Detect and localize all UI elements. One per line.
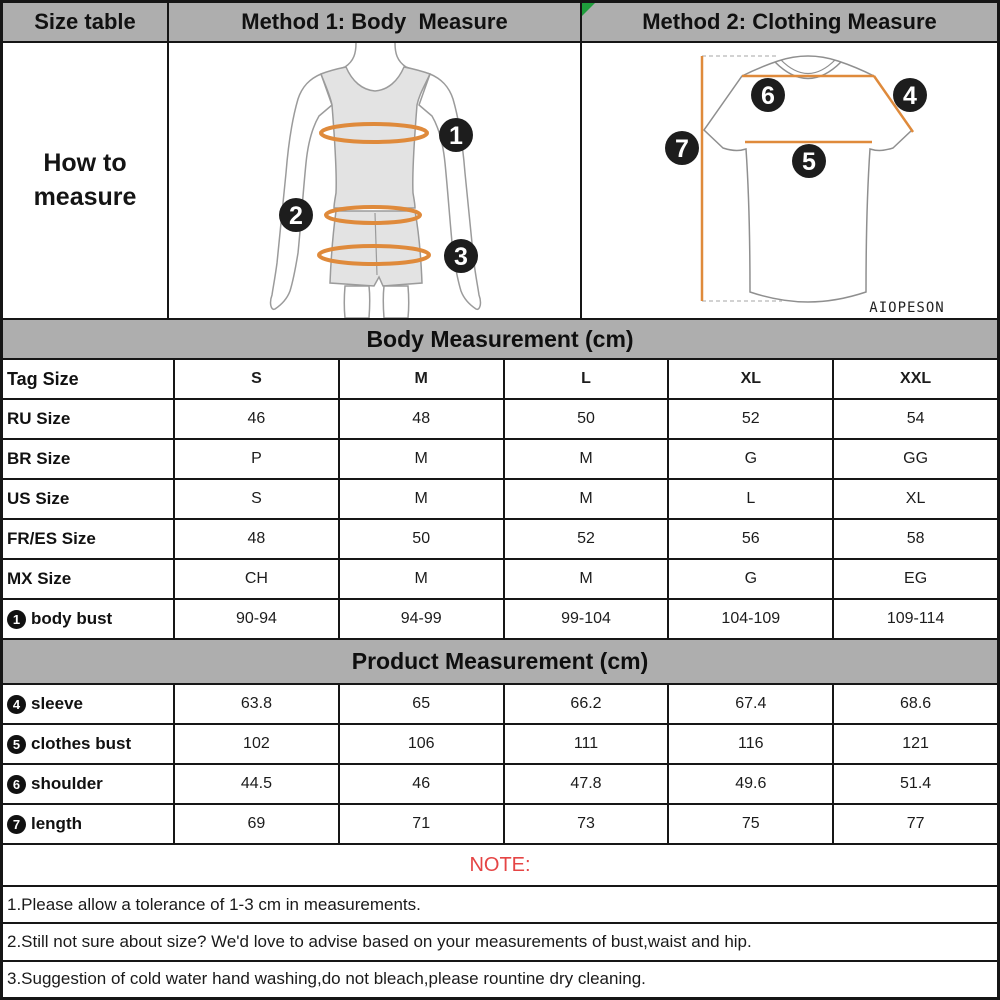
circled-number-icon: 4	[7, 695, 26, 714]
cell-value: GG	[903, 450, 929, 467]
cell-value: 46	[340, 765, 505, 803]
table-row-sleeve	[3, 685, 997, 725]
cell-value: 48	[175, 520, 340, 558]
size-col-xxl: XXL	[900, 370, 932, 387]
tag-size-label: Tag Size	[3, 360, 175, 398]
circled-number-icon: 6	[7, 775, 26, 794]
size-col-l: L	[505, 360, 670, 398]
row-label: FR/ES Size	[3, 520, 175, 558]
circled-number-icon: 5	[7, 735, 26, 754]
cell-value: XL	[905, 490, 926, 507]
cell-value: 73	[505, 805, 670, 843]
table-row-length	[3, 805, 997, 845]
cell-value: 54	[906, 410, 925, 427]
marker-number: 6	[761, 82, 775, 110]
table-row-mx-size	[3, 560, 997, 600]
cell-value: 77	[906, 815, 925, 832]
row-label: BR Size	[3, 440, 175, 478]
left-leg	[344, 286, 370, 318]
cell-comment-marker-icon	[582, 3, 595, 16]
note-title: NOTE:	[3, 845, 997, 887]
row-label: MX Size	[3, 560, 175, 598]
cell-value: 102	[175, 725, 340, 763]
cell-value: L	[669, 480, 834, 518]
size-col-s: S	[175, 360, 340, 398]
cell-value: 47.8	[505, 765, 670, 803]
marker-number: 5	[802, 148, 816, 176]
cell-value: M	[505, 440, 670, 478]
cell-value: 99-104	[505, 600, 670, 638]
brand-text: AIOPESON	[869, 300, 945, 316]
table-row-shoulder	[3, 765, 997, 805]
method1-heading: Method 1: Body Measure	[169, 3, 582, 41]
size-col-xl: XL	[669, 360, 834, 398]
table-row-br-size	[3, 440, 997, 480]
cell-value: 52	[505, 520, 670, 558]
tshirt-outline	[704, 56, 912, 302]
cell-value: 66.2	[505, 685, 670, 723]
row-label: 1 body bust	[3, 600, 175, 638]
cell-value: 58	[906, 530, 925, 547]
product-measurement-title: Product Measurement (cm)	[3, 640, 997, 685]
cell-value: 71	[340, 805, 505, 843]
cell-value: 111	[505, 725, 670, 763]
row-label: US Size	[3, 480, 175, 518]
marker-number: 2	[289, 202, 303, 230]
row-label: 6 shoulder	[3, 765, 175, 803]
cell-value: 44.5	[175, 765, 340, 803]
cell-value: 116	[669, 725, 834, 763]
cell-value: 49.6	[669, 765, 834, 803]
cell-value: 67.4	[669, 685, 834, 723]
cell-value: 63.8	[175, 685, 340, 723]
note-item-3: 3.Suggestion of cold water hand washing,do not bleach,please rountine dry cleaning.	[7, 969, 646, 989]
cell-value: CH	[175, 560, 340, 598]
how-to-measure-label: How to measure	[3, 43, 169, 318]
row-label: 5 clothes bust	[3, 725, 175, 763]
note-item-2: 2.Still not sure about size? We'd love to advise based on your measurements of bust,waist and hip.	[3, 924, 997, 961]
marker-number: 1	[449, 122, 463, 150]
body-figure-illustration	[169, 43, 580, 318]
table-row-clothes-bust	[3, 725, 997, 765]
note-item-1: 1.Please allow a tolerance of 1-3 cm in measurements.	[3, 887, 997, 924]
diagram-row	[3, 43, 997, 320]
size-table-heading: Size table	[3, 3, 169, 41]
method2-heading: Method 2: Clothing Measure	[582, 3, 997, 41]
cell-value: 109-114	[886, 610, 945, 627]
cell-value: M	[340, 440, 505, 478]
cell-value: S	[175, 480, 340, 518]
table-row-body-bust	[3, 600, 997, 640]
top-header-row	[3, 3, 997, 43]
table-row-ru-size	[3, 400, 997, 440]
left-arm	[271, 74, 332, 309]
cell-value: 68.6	[900, 695, 932, 712]
circled-number-icon: 1	[7, 610, 26, 629]
marker-number: 3	[454, 243, 468, 271]
right-arm	[419, 74, 480, 309]
cell-value: G	[669, 440, 834, 478]
cell-value: M	[505, 560, 670, 598]
cell-value: 69	[175, 805, 340, 843]
cell-value: 46	[175, 400, 340, 438]
body-measure-diagram	[169, 43, 582, 318]
cell-value: 50	[505, 400, 670, 438]
tshirt-illustration	[582, 43, 997, 318]
cell-value: M	[505, 480, 670, 518]
marker-number: 4	[903, 82, 917, 110]
marker-number: 7	[675, 135, 689, 163]
cell-value: 106	[340, 725, 505, 763]
row-label: 4 sleeve	[3, 685, 175, 723]
cell-value: G	[669, 560, 834, 598]
cell-value: 90-94	[175, 600, 340, 638]
table-row-fres-size	[3, 520, 997, 560]
cell-value: EG	[904, 570, 928, 587]
clothing-measure-diagram	[582, 43, 997, 318]
cell-value: 104-109	[669, 600, 834, 638]
size-col-m: M	[340, 360, 505, 398]
cell-value: 56	[669, 520, 834, 558]
cell-value: 48	[340, 400, 505, 438]
table-row-us-size	[3, 480, 997, 520]
cell-value: 75	[669, 805, 834, 843]
cell-value: 65	[340, 685, 505, 723]
circled-number-icon: 7	[7, 815, 26, 834]
cell-value: 94-99	[340, 600, 505, 638]
row-label: 7 length	[3, 805, 175, 843]
cell-value: 50	[340, 520, 505, 558]
tag-size-row	[3, 360, 997, 400]
cell-value: 51.4	[900, 775, 932, 792]
right-leg	[383, 286, 409, 318]
cell-value: M	[340, 480, 505, 518]
cell-value: 121	[902, 735, 929, 752]
body-measurement-title: Body Measurement (cm)	[3, 320, 997, 360]
cell-value: M	[340, 560, 505, 598]
cell-value: 52	[669, 400, 834, 438]
cell-value: P	[175, 440, 340, 478]
row-label: RU Size	[3, 400, 175, 438]
